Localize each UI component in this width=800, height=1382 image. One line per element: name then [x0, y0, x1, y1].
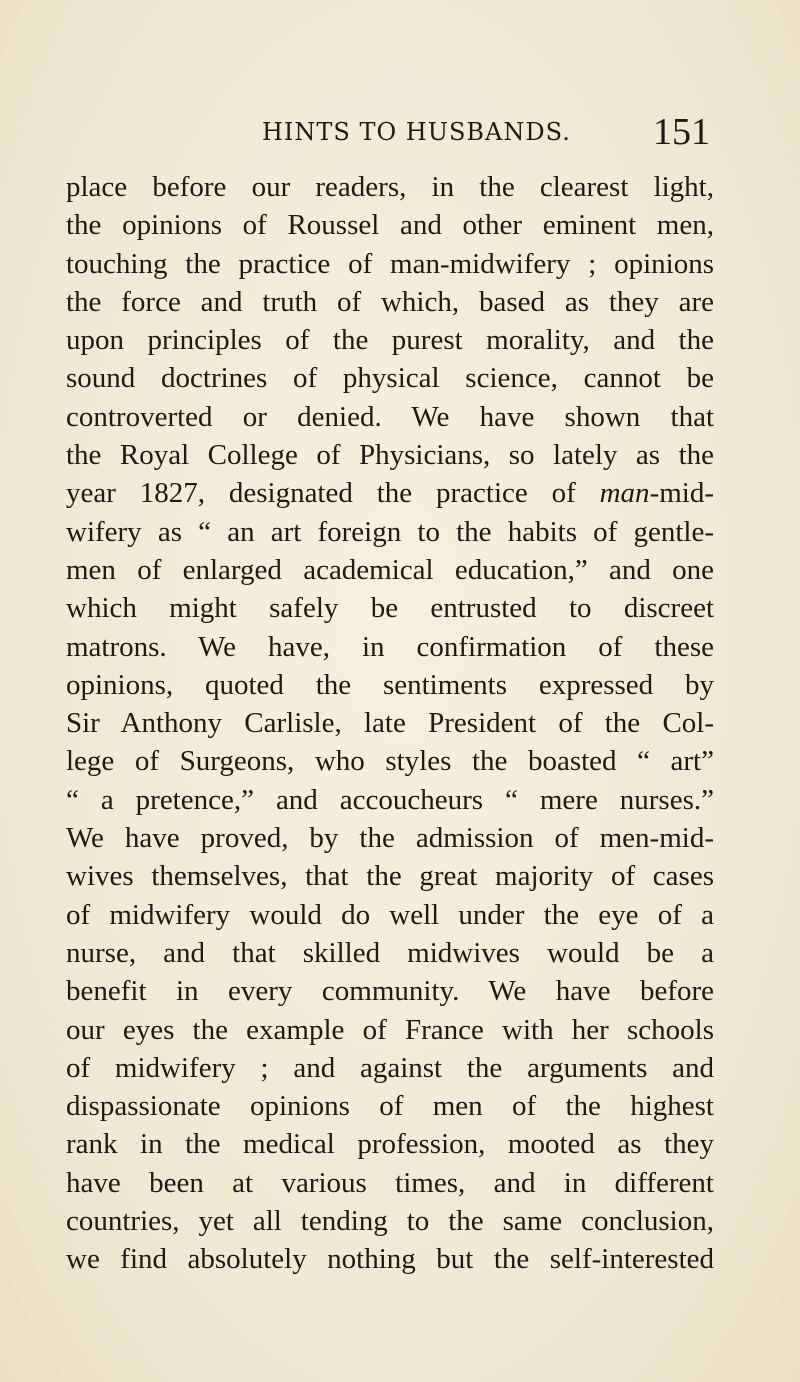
text-line: benefit in every community. We have before [66, 975, 714, 1008]
text-line: men of enlarged academical education,” and one [66, 553, 714, 586]
text-line-mixed [66, 474, 714, 512]
text-line: which might safely be entrusted to discreet [66, 592, 714, 625]
text-line: place before our readers, in the clearest light, [66, 171, 714, 203]
text-line: opinions, quoted the sentiments expressed by [66, 668, 714, 701]
text-line: “ a pretence,” and accoucheurs “ mere nurses.” [66, 783, 714, 816]
text-line: sound doctrines of physical science, cannot be [66, 362, 714, 395]
text-line: the force and truth of which, based as they are [66, 285, 714, 318]
text-segment: -mid- [649, 477, 714, 510]
body-text [66, 168, 714, 1279]
text-line: the opinions of Roussel and other eminent men, [66, 209, 714, 242]
text-line: dispassionate opinions of men of the highest [66, 1090, 714, 1123]
page-number: 151 [653, 111, 710, 153]
text-line: nurse, and that skilled midwives would be a [66, 936, 714, 969]
text-line: our eyes the example of France with her schools [66, 1013, 714, 1046]
running-head [262, 112, 722, 152]
text-line: wifery as “ an art foreign to the habits of gentle- [66, 515, 714, 548]
text-line: we find absolutely nothing but the self-interested [66, 1243, 714, 1276]
text-line: Sir Anthony Carlisle, late President of the Col- [66, 707, 714, 740]
text-line: the Royal College of Physicians, so lately as the [66, 439, 714, 472]
text-line: touching the practice of man-midwifery ; opinions [66, 247, 714, 280]
text-line: matrons. We have, in confirmation of these [66, 630, 714, 663]
text-line: have been at various times, and in different [66, 1166, 714, 1199]
text-line: of midwifery would do well under the eye of a [66, 898, 714, 931]
italic-word: man [599, 477, 650, 510]
text-line: countries, yet all tending to the same conclusion, [66, 1205, 714, 1238]
text-line: rank in the medical profession, mooted as they [66, 1128, 714, 1161]
running-title: HINTS TO HUSBANDS. [262, 118, 571, 146]
text-segment: year 1827, designated the practice of [66, 477, 600, 510]
text-line: lege of Surgeons, who styles the boasted “ art” [66, 745, 714, 778]
text-line: We have proved, by the admission of men-mid- [66, 822, 714, 855]
text-line: of midwifery ; and against the arguments and [66, 1051, 714, 1084]
text-line: wives themselves, that the great majority of cases [66, 860, 714, 893]
text-line: upon principles of the purest morality, and the [66, 324, 714, 357]
text-line: controverted or denied. We have shown that [66, 400, 714, 433]
